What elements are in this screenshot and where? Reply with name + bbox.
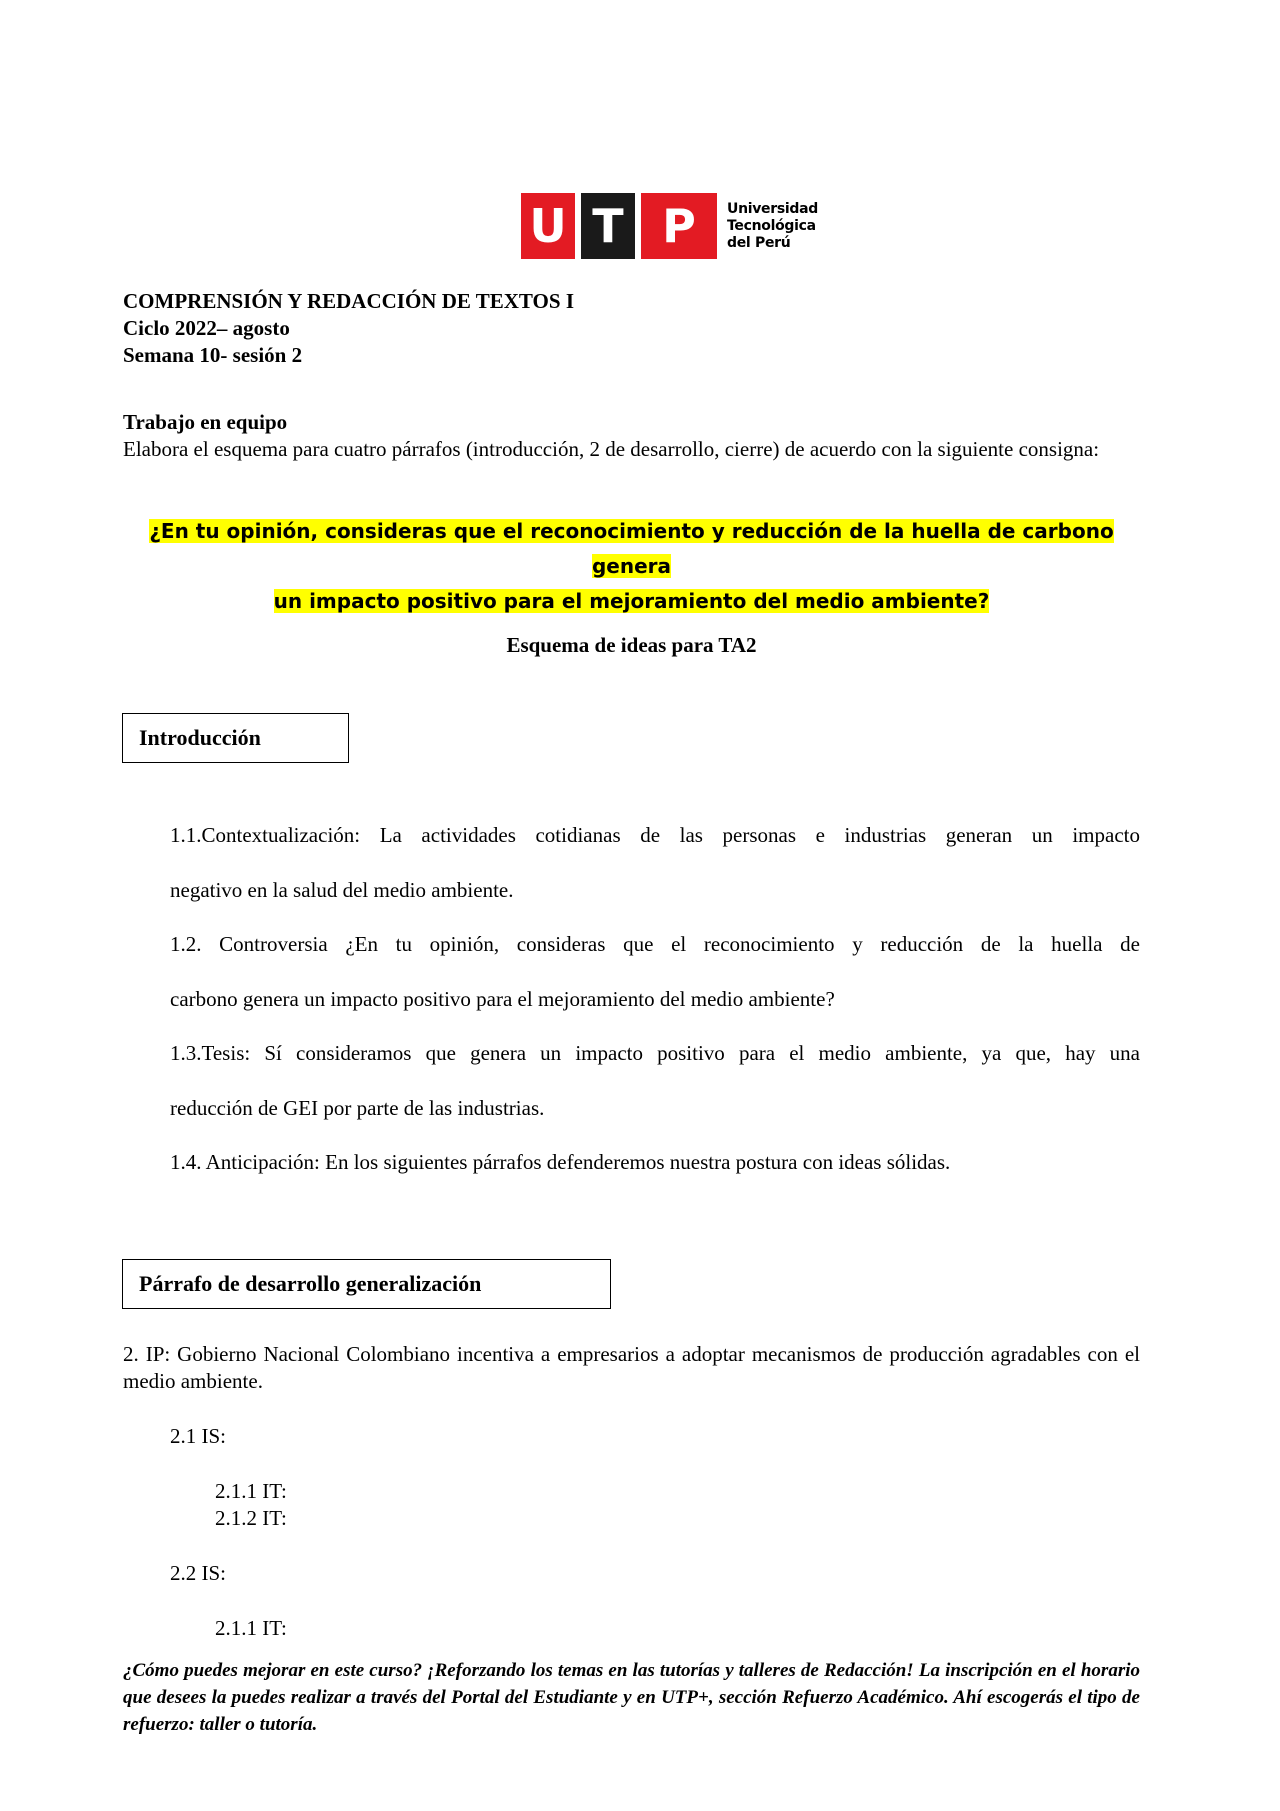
logo-letter-t: T [581, 193, 635, 259]
consigna-question [123, 514, 1140, 619]
cycle-label: Ciclo 2022– agosto [123, 316, 290, 340]
logo-university-name [727, 201, 818, 252]
utp-logo [521, 193, 818, 259]
task-title: Trabajo en equipo [123, 410, 288, 434]
introduction-heading: Introducción [139, 725, 261, 750]
development-heading: Párrafo de desarrollo generalización [139, 1271, 482, 1296]
tertiary-idea: 2.1.1 IT: [215, 1616, 287, 1640]
intro-item-line: reducción de GEI por parte de las industrias. [170, 1096, 545, 1120]
logo-name-line: Tecnológica [727, 217, 816, 234]
consigna-line-2: un impacto positivo para el mejoramiento del medio ambiente? [273, 589, 990, 613]
intro-item-line: 1.2. Controversia ¿En tu opinión, consideras que el reconocimiento y reducción de la huella de [170, 932, 1140, 956]
scheme-title: Esquema de ideas para TA2 [506, 633, 757, 657]
intro-item [170, 931, 1140, 1013]
footer-note: ¿Cómo puedes mejorar en este curso? ¡Reforzando los temas en las tutorías y talleres de Redacción! La inscripción en el horario que desees la puedes realizar a través del Portal del Estudiante y en UTP+, sección Refuerzo Académico. Ahí escogerás el tipo de refuerzo: taller o tutoría. [123, 1660, 1140, 1735]
logo-letter-u: U [521, 193, 575, 259]
intro-item [170, 1149, 1140, 1176]
intro-item-line: 1.1.Contextualización: La actividades cotidianas de las personas e industrias generan un impacto [170, 823, 1140, 847]
intro-item [170, 822, 1140, 904]
consigna-line-1: ¿En tu opinión, consideras que el reconocimiento y reducción de la huella de carbono genera [149, 519, 1114, 578]
development-heading-box [122, 1259, 611, 1309]
week-label: Semana 10- sesión 2 [123, 343, 303, 367]
introduction-heading-box [122, 713, 349, 763]
logo-name-line: del Perú [727, 234, 791, 251]
tertiary-idea: 2.1.2 IT: [215, 1506, 287, 1530]
development-main-idea: 2. IP: Gobierno Nacional Colombiano incentiva a empresarios a adoptar mecanismos de producción agradables con el medio ambiente. [123, 1342, 1140, 1393]
intro-item-line: 1.3.Tesis: Sí consideramos que genera un impacto positivo para el medio ambiente, ya que, hay una [170, 1041, 1140, 1065]
tertiary-idea: 2.1.1 IT: [215, 1479, 287, 1503]
intro-item [170, 1040, 1140, 1122]
secondary-idea: 2.2 IS: [170, 1561, 227, 1585]
logo-letter-p: P [641, 193, 717, 259]
logo-name-line: Universidad [727, 200, 818, 217]
task-instruction: Elabora el esquema para cuatro párrafos (introducción, 2 de desarrollo, cierre) de acuerdo con la siguiente consigna: [123, 437, 1100, 461]
secondary-idea: 2.1 IS: [170, 1424, 227, 1448]
intro-item-line: negativo en la salud del medio ambiente. [170, 878, 514, 902]
course-title: COMPRENSIÓN Y REDACCIÓN DE TEXTOS I [123, 289, 574, 313]
intro-item-line: carbono genera un impacto positivo para el mejoramiento del medio ambiente? [170, 987, 835, 1011]
intro-item-line: 1.4. Anticipación: En los siguientes párrafos defenderemos nuestra postura con ideas sólidas. [170, 1150, 951, 1174]
